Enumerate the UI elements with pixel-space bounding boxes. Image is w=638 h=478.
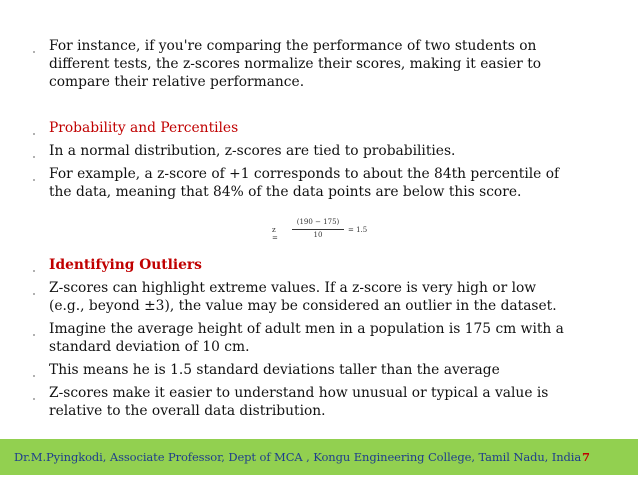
text-line: relative to the overall data distribution. [49, 403, 326, 419]
bullet-marker [33, 293, 35, 295]
text-line: Imagine the average height of adult men in a population is 175 cm with a [49, 321, 564, 337]
section-heading-probability: Probability and Percentiles [49, 120, 239, 136]
text-line: For example, a z-score of +1 corresponds to about the 84th percentile of [49, 166, 560, 182]
formula-denominator: 10 [313, 231, 323, 239]
text-line: Z-scores can highlight extreme values. If a z-score is very high or low [49, 280, 537, 296]
bullet-marker [33, 156, 35, 158]
text-line: For instance, if you're comparing the performance of two students on [49, 38, 537, 54]
bullet-marker [33, 270, 35, 272]
text-line: In a normal distribution, z-scores are tied to probabilities. [49, 143, 456, 159]
text-line: This means he is 1.5 standard deviations taller than the average [49, 362, 500, 378]
formula-numerator: (190 − 175) [296, 218, 340, 226]
text-line: (e.g., beyond ±3), the value may be considered an outlier in the dataset. [49, 298, 557, 314]
text-line: compare their relative performance. [49, 74, 305, 90]
text-line: standard deviation of 10 cm. [49, 339, 250, 355]
footer-credit: Dr.M.Pyingkodi, Associate Professor, Dept of MCA , Kongu Engineering College, Tamil Nadu, India [14, 450, 582, 464]
text-line: different tests, the z-scores normalize their scores, making it easier to [49, 56, 542, 72]
footer-bar [0, 439, 638, 475]
bullet-marker [33, 334, 35, 336]
bullet-marker [33, 398, 35, 400]
bullet-marker [33, 133, 35, 135]
formula-result: = 1.5 [348, 226, 368, 234]
formula-lhs: z = [272, 226, 278, 242]
bullet-marker [33, 179, 35, 181]
page-number: 7 [582, 450, 591, 464]
bullet-marker [33, 375, 35, 377]
bullet-marker [33, 51, 35, 53]
text-line: Z-scores make it easier to understand how unusual or typical a value is [49, 385, 549, 401]
text-line: the data, meaning that 84% of the data points are below this score. [49, 184, 522, 200]
fraction-bar [292, 229, 344, 230]
section-heading-outliers: Identifying Outliers [49, 257, 202, 273]
